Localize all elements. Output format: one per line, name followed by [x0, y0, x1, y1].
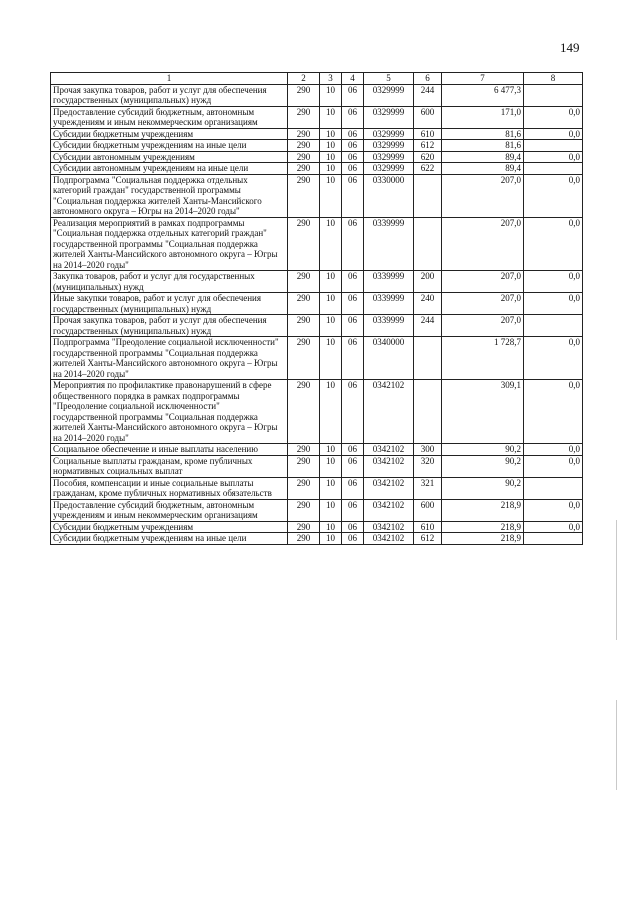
amount-2-cell: 0,0: [524, 217, 583, 271]
subsection-cell: 06: [342, 455, 364, 477]
item-name-cell: Закупка товаров, работ и услуг для государственных (муниципальных) нужд: [51, 271, 288, 293]
amount-2-cell: [524, 477, 583, 499]
table-row: [51, 271, 583, 293]
admin-code-cell: 290: [288, 380, 320, 444]
expense-type-cell: 244: [414, 315, 442, 337]
amount-2-cell: 0,0: [524, 271, 583, 293]
section-cell: 10: [320, 163, 342, 175]
expense-type-cell: 244: [414, 84, 442, 106]
amount-cell: 90,2: [442, 477, 524, 499]
admin-code-cell: 290: [288, 174, 320, 217]
subsection-cell: 06: [342, 337, 364, 380]
table-row: [51, 140, 583, 152]
amount-cell: 218,9: [442, 499, 524, 521]
amount-2-cell: 0,0: [524, 174, 583, 217]
target-article-cell: 0342102: [364, 499, 414, 521]
subsection-cell: 06: [342, 84, 364, 106]
target-article-cell: 0339999: [364, 271, 414, 293]
expense-type-cell: 612: [414, 140, 442, 152]
item-name-cell: Подпрограмма "Социальная поддержка отдельных категорий граждан" государственной программы "Социальная поддержка жителей Ханты-Мансийского автономного округа – Югры на 2014–2020 годы": [51, 174, 288, 217]
table-body: [51, 84, 583, 544]
admin-code-cell: 290: [288, 477, 320, 499]
table-row: [51, 106, 583, 128]
column-header: 4: [342, 73, 364, 85]
amount-2-cell: 0,0: [524, 106, 583, 128]
subsection-cell: 06: [342, 533, 364, 545]
subsection-cell: 06: [342, 380, 364, 444]
item-name-cell: Субсидии бюджетным учреждениям на иные цели: [51, 533, 288, 545]
table-row: [51, 499, 583, 521]
section-cell: 10: [320, 533, 342, 545]
amount-cell: 207,0: [442, 174, 524, 217]
expense-type-cell: [414, 217, 442, 271]
page-number: 149: [560, 40, 580, 55]
admin-code-cell: 290: [288, 533, 320, 545]
column-header: 8: [524, 73, 583, 85]
item-name-cell: Прочая закупка товаров, работ и услуг для обеспечения государственных (муниципальных) нужд: [51, 315, 288, 337]
expense-type-cell: 622: [414, 163, 442, 175]
scan-margin-mark: [616, 700, 617, 790]
amount-2-cell: 0,0: [524, 499, 583, 521]
section-cell: 10: [320, 84, 342, 106]
column-header: 2: [288, 73, 320, 85]
expense-type-cell: 610: [414, 128, 442, 140]
admin-code-cell: 290: [288, 293, 320, 315]
amount-2-cell: 0,0: [524, 337, 583, 380]
amount-2-cell: 0,0: [524, 521, 583, 533]
item-name-cell: Реализация мероприятий в рамках подпрограммы "Социальная поддержка отдельных категорий граждан" государственной программы "Социальная поддержка жителей Ханты-Мансийского автономного округа – Югры на 2014–2020 годы": [51, 217, 288, 271]
subsection-cell: 06: [342, 271, 364, 293]
item-name-cell: Пособия, компенсации и иные социальные выплаты гражданам, кроме публичных нормативных обязательств: [51, 477, 288, 499]
column-header: 1: [51, 73, 288, 85]
item-name-cell: Иные закупки товаров, работ и услуг для обеспечения государственных (муниципальных) нужд: [51, 293, 288, 315]
subsection-cell: 06: [342, 499, 364, 521]
column-header: 3: [320, 73, 342, 85]
table-row: [51, 477, 583, 499]
target-article-cell: 0342102: [364, 477, 414, 499]
target-article-cell: 0342102: [364, 444, 414, 456]
target-article-cell: 0342102: [364, 533, 414, 545]
amount-2-cell: [524, 315, 583, 337]
subsection-cell: 06: [342, 217, 364, 271]
admin-code-cell: 290: [288, 140, 320, 152]
section-cell: 10: [320, 106, 342, 128]
target-article-cell: 0342102: [364, 455, 414, 477]
section-cell: 10: [320, 499, 342, 521]
item-name-cell: Субсидии автономным учреждениям: [51, 151, 288, 163]
table-row: [51, 380, 583, 444]
table-row: [51, 533, 583, 545]
amount-cell: 90,2: [442, 455, 524, 477]
amount-cell: 89,4: [442, 151, 524, 163]
expense-type-cell: 610: [414, 521, 442, 533]
admin-code-cell: 290: [288, 84, 320, 106]
scan-margin-mark: [616, 520, 617, 640]
amount-2-cell: 0,0: [524, 444, 583, 456]
section-cell: 10: [320, 174, 342, 217]
expense-type-cell: 600: [414, 499, 442, 521]
item-name-cell: Предоставление субсидий бюджетным, автономным учреждениям и иным некоммерческим организациям: [51, 499, 288, 521]
amount-2-cell: 0,0: [524, 455, 583, 477]
amount-cell: 90,2: [442, 444, 524, 456]
section-cell: 10: [320, 128, 342, 140]
admin-code-cell: 290: [288, 106, 320, 128]
expense-type-cell: 321: [414, 477, 442, 499]
table-row: [51, 217, 583, 271]
target-article-cell: 0339999: [364, 315, 414, 337]
table-row: [51, 163, 583, 175]
section-cell: 10: [320, 140, 342, 152]
admin-code-cell: 290: [288, 315, 320, 337]
item-name-cell: Субсидии бюджетным учреждениям: [51, 521, 288, 533]
table-row: [51, 455, 583, 477]
target-article-cell: 0330000: [364, 174, 414, 217]
item-name-cell: Прочая закупка товаров, работ и услуг для обеспечения государственных (муниципальных) нужд: [51, 84, 288, 106]
header-row: [51, 73, 583, 85]
section-cell: 10: [320, 217, 342, 271]
admin-code-cell: 290: [288, 521, 320, 533]
target-article-cell: 0329999: [364, 163, 414, 175]
expense-type-cell: [414, 174, 442, 217]
amount-cell: 207,0: [442, 293, 524, 315]
amount-cell: 218,9: [442, 521, 524, 533]
amount-2-cell: 0,0: [524, 128, 583, 140]
section-cell: 10: [320, 521, 342, 533]
table-row: [51, 293, 583, 315]
expense-type-cell: 320: [414, 455, 442, 477]
subsection-cell: 06: [342, 128, 364, 140]
amount-cell: 6 477,3: [442, 84, 524, 106]
subsection-cell: 06: [342, 521, 364, 533]
expense-type-cell: 612: [414, 533, 442, 545]
target-article-cell: 0329999: [364, 106, 414, 128]
section-cell: 10: [320, 315, 342, 337]
table-row: [51, 444, 583, 456]
expense-type-cell: 300: [414, 444, 442, 456]
item-name-cell: Субсидии автономным учреждениям на иные цели: [51, 163, 288, 175]
subsection-cell: 06: [342, 163, 364, 175]
table-row: [51, 84, 583, 106]
subsection-cell: 06: [342, 140, 364, 152]
table-row: [51, 174, 583, 217]
target-article-cell: 0342102: [364, 380, 414, 444]
target-article-cell: 0329999: [364, 128, 414, 140]
expense-type-cell: [414, 380, 442, 444]
target-article-cell: 0339999: [364, 293, 414, 315]
target-article-cell: 0329999: [364, 151, 414, 163]
amount-2-cell: [524, 140, 583, 152]
admin-code-cell: 290: [288, 151, 320, 163]
amount-2-cell: 0,0: [524, 380, 583, 444]
amount-2-cell: 0,0: [524, 293, 583, 315]
amount-cell: 207,0: [442, 217, 524, 271]
subsection-cell: 06: [342, 444, 364, 456]
amount-2-cell: [524, 533, 583, 545]
item-name-cell: Социальные выплаты гражданам, кроме публичных нормативных социальных выплат: [51, 455, 288, 477]
admin-code-cell: 290: [288, 163, 320, 175]
expense-type-cell: 620: [414, 151, 442, 163]
subsection-cell: 06: [342, 293, 364, 315]
amount-cell: 309,1: [442, 380, 524, 444]
budget-table: [50, 72, 583, 545]
amount-cell: 218,9: [442, 533, 524, 545]
expense-type-cell: 200: [414, 271, 442, 293]
column-header: 7: [442, 73, 524, 85]
amount-cell: 81,6: [442, 128, 524, 140]
admin-code-cell: 290: [288, 271, 320, 293]
expense-type-cell: 240: [414, 293, 442, 315]
table-row: [51, 128, 583, 140]
target-article-cell: 0342102: [364, 521, 414, 533]
amount-cell: 171,0: [442, 106, 524, 128]
admin-code-cell: 290: [288, 128, 320, 140]
admin-code-cell: 290: [288, 444, 320, 456]
section-cell: 10: [320, 380, 342, 444]
admin-code-cell: 290: [288, 455, 320, 477]
table-row: [51, 521, 583, 533]
expense-type-cell: 600: [414, 106, 442, 128]
amount-cell: 207,0: [442, 315, 524, 337]
target-article-cell: 0329999: [364, 84, 414, 106]
item-name-cell: Подпрограмма "Преодоление социальной исключенности" государственной программы "Социальная поддержка жителей Ханты-Мансийского автономного округа – Югры на 2014–2020 годы": [51, 337, 288, 380]
amount-2-cell: [524, 163, 583, 175]
subsection-cell: 06: [342, 174, 364, 217]
subsection-cell: 06: [342, 477, 364, 499]
admin-code-cell: 290: [288, 337, 320, 380]
section-cell: 10: [320, 455, 342, 477]
expense-type-cell: [414, 337, 442, 380]
amount-cell: 207,0: [442, 271, 524, 293]
section-cell: 10: [320, 444, 342, 456]
item-name-cell: Предоставление субсидий бюджетным, автономным учреждениям и иным некоммерческим организациям: [51, 106, 288, 128]
item-name-cell: Субсидии бюджетным учреждениям: [51, 128, 288, 140]
subsection-cell: 06: [342, 315, 364, 337]
amount-2-cell: [524, 84, 583, 106]
table-row: [51, 315, 583, 337]
section-cell: 10: [320, 151, 342, 163]
table-row: [51, 151, 583, 163]
subsection-cell: 06: [342, 106, 364, 128]
item-name-cell: Мероприятия по профилактике правонарушений в сфере общественного порядка в рамках подпрограммы "Преодоление социальной исключенности" государственной программы "Социальная поддержка жителей Ханты-Мансийского автономного округа – Югры на 2014–2020 годы": [51, 380, 288, 444]
admin-code-cell: 290: [288, 499, 320, 521]
section-cell: 10: [320, 337, 342, 380]
target-article-cell: 0329999: [364, 140, 414, 152]
section-cell: 10: [320, 271, 342, 293]
amount-2-cell: 0,0: [524, 151, 583, 163]
item-name-cell: Субсидии бюджетным учреждениям на иные цели: [51, 140, 288, 152]
admin-code-cell: 290: [288, 217, 320, 271]
section-cell: 10: [320, 293, 342, 315]
section-cell: 10: [320, 477, 342, 499]
amount-cell: 1 728,7: [442, 337, 524, 380]
column-header: 5: [364, 73, 414, 85]
target-article-cell: 0340000: [364, 337, 414, 380]
column-header: 6: [414, 73, 442, 85]
amount-cell: 81,6: [442, 140, 524, 152]
target-article-cell: 0339999: [364, 217, 414, 271]
table-row: [51, 337, 583, 380]
item-name-cell: Социальное обеспечение и иные выплаты населению: [51, 444, 288, 456]
subsection-cell: 06: [342, 151, 364, 163]
amount-cell: 89,4: [442, 163, 524, 175]
